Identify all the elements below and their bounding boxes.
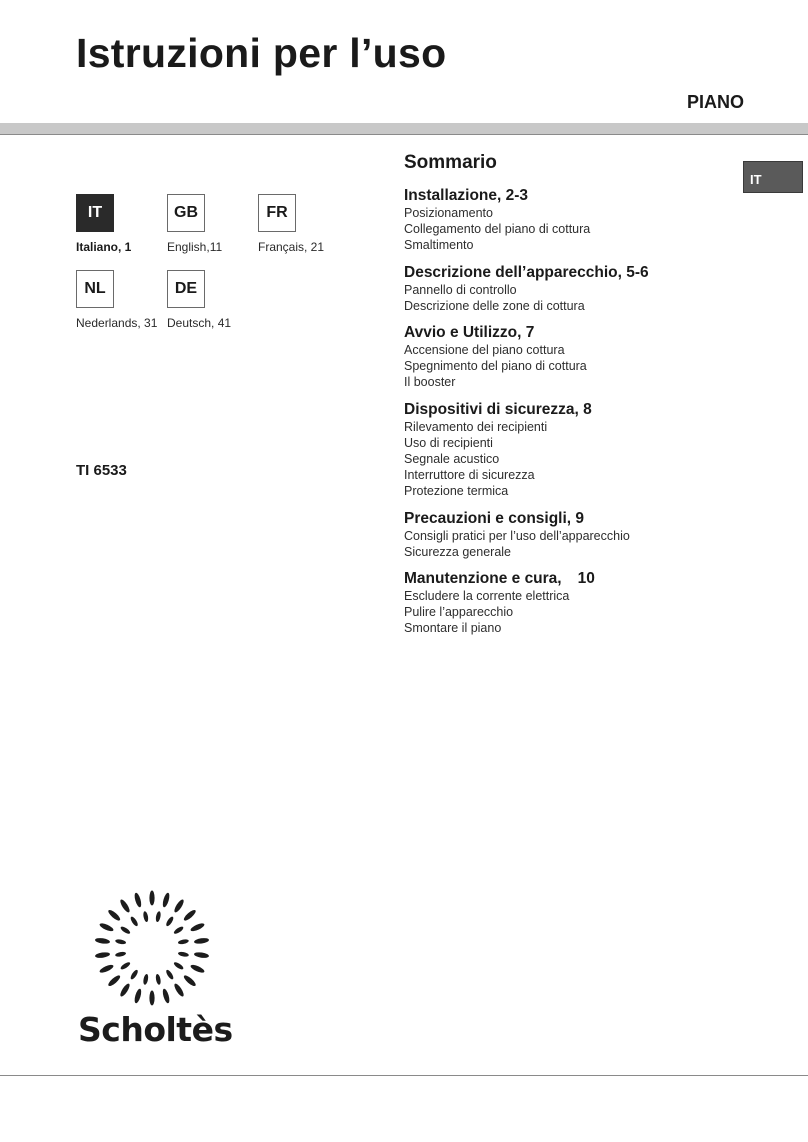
sun-ray [149, 891, 154, 906]
sun-ray [165, 969, 175, 981]
sun-ray [194, 951, 210, 958]
sun-ray [107, 974, 122, 988]
footer-divider [0, 1075, 808, 1076]
language-label-fr[interactable]: Français, 21 [258, 240, 325, 254]
sun-ray [115, 939, 127, 945]
sun-ray [133, 892, 142, 908]
toc-heading[interactable]: Descrizione dell’apparecchio, 5-6 [404, 263, 649, 281]
sun-ray [155, 911, 161, 923]
sun-ray [190, 922, 206, 933]
toc-heading[interactable]: Dispositivi di sicurezza, 8 [404, 400, 592, 418]
sun-ray [129, 916, 139, 928]
sun-ray [99, 963, 115, 974]
toc-item: Uso di recipienti [404, 435, 493, 450]
document-title: Istruzioni per l’uso [76, 30, 447, 76]
toc-item: Descrizione delle zone di cottura [404, 298, 585, 313]
sun-ray [182, 908, 197, 922]
toc-section [404, 263, 724, 314]
sun-ray [143, 974, 149, 986]
sun-ray [182, 974, 197, 988]
toc-section [404, 569, 724, 637]
toc-item: Protezione termica [404, 484, 509, 499]
toc-item: Interruttore di sicurezza [404, 468, 535, 483]
sun-ray [173, 898, 185, 913]
header-divider [0, 134, 808, 135]
sun-ray [99, 922, 115, 933]
language-box-gb[interactable]: GB [167, 194, 205, 232]
toc-title: Sommario [404, 152, 497, 173]
toc-heading[interactable]: Installazione, 2-3 [404, 187, 529, 204]
toc-heading[interactable]: Precauzioni e consigli, 9 [404, 509, 585, 527]
sun-ray [165, 916, 175, 928]
toc-item: Rilevamento dei recipienti [404, 419, 548, 434]
sun-ray [120, 925, 132, 935]
toc-section [404, 509, 724, 560]
sun-ray [149, 991, 154, 1006]
toc-section [404, 186, 724, 254]
language-box-nl[interactable]: NL [76, 270, 114, 308]
toc-heading-text: Manutenzione e cura, [404, 570, 562, 588]
sun-ray [107, 908, 122, 922]
sun-ray [173, 982, 185, 997]
toc-section [404, 323, 724, 391]
language-label-nl[interactable]: Nederlands, 31 [76, 316, 158, 330]
toc-item: Posizionamento [404, 206, 493, 220]
sun-ray [178, 939, 190, 945]
toc-heading-page: 10 [577, 570, 595, 588]
toc-item: Sicurezza generale [404, 544, 512, 559]
sun-ray [143, 911, 149, 923]
sun-ray [120, 961, 132, 971]
language-label-de[interactable]: Deutsch, 41 [167, 316, 232, 330]
header-bar [0, 123, 808, 134]
model-number: TI 6533 [76, 462, 127, 479]
toc-item: Consigli pratici per l’uso dell’apparecchio [404, 528, 630, 543]
sun-ray [119, 898, 131, 913]
language-box-de[interactable]: DE [167, 270, 205, 308]
toc-item: Segnale acustico [404, 452, 500, 467]
sun-ray [115, 951, 127, 957]
toc-heading[interactable]: Avvio e Utilizzo, 7 [404, 324, 535, 342]
language-box-fr[interactable]: FR [258, 194, 296, 232]
sun-ray [194, 937, 210, 944]
sun-ray [178, 951, 190, 957]
toc-item: Spegnimento del piano di cottura [404, 359, 587, 374]
toc-item: Collegamento del piano di cottura [404, 222, 591, 237]
sun-ray [173, 925, 185, 935]
sun-ray [173, 961, 185, 971]
sun-ray [129, 969, 139, 981]
language-label-it[interactable]: Italiano, 1 [76, 240, 132, 254]
brand-logo-text: Scholtès [78, 1010, 233, 1049]
language-box-it[interactable]: IT [76, 194, 114, 232]
toc-item: Pulire l’apparecchio [404, 605, 514, 620]
sun-ray [161, 988, 170, 1004]
toc-item: Pannello di controllo [404, 282, 517, 297]
sun-ray [119, 982, 131, 997]
product-type: PIANO [686, 92, 744, 112]
sun-ray [133, 988, 142, 1004]
language-side-tab: IT [743, 161, 803, 193]
sun-ray [161, 892, 170, 908]
toc-item: Smaltimento [404, 238, 474, 253]
table-of-contents [404, 152, 724, 646]
sun-ray [155, 974, 161, 986]
toc-item: Escludere la corrente elettrica [404, 589, 570, 604]
toc-item: Smontare il piano [404, 621, 502, 636]
toc-item: Il booster [404, 375, 456, 390]
sun-ray [95, 951, 111, 958]
sun-ray [95, 937, 111, 944]
toc-item: Accensione del piano cottura [404, 343, 565, 358]
language-label-gb[interactable]: English,11 [167, 240, 223, 254]
sun-ray [190, 963, 206, 974]
toc-heading[interactable] [404, 569, 724, 588]
toc-section [404, 400, 724, 500]
